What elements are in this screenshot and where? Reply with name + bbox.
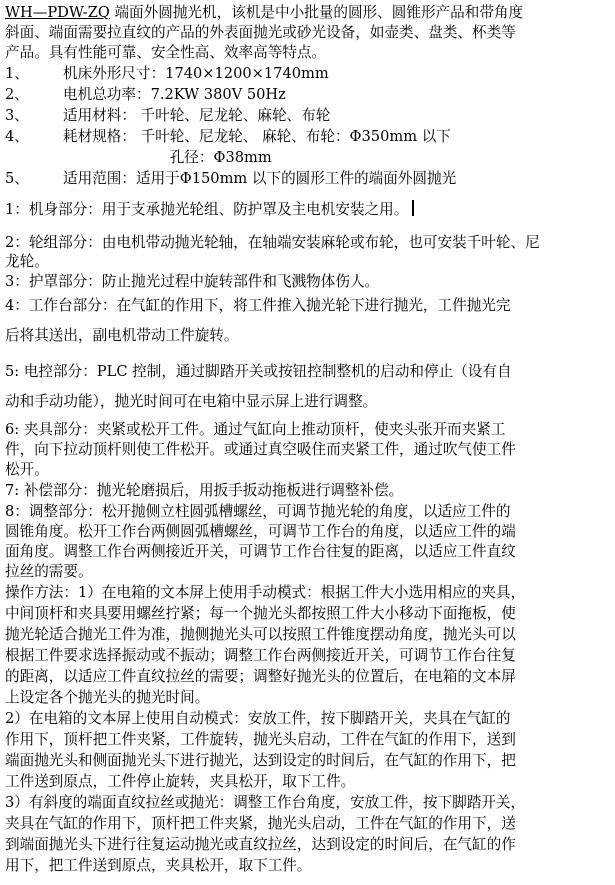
model-code: WH—PDW-ZQ: [5, 4, 110, 21]
spec-text: 适用范围：适用于Φ150mm 以下的圆形工件的端面外圆抛光: [63, 170, 457, 187]
spec-text: 机床外形尺寸：1740×1200×1740mm: [63, 65, 329, 82]
spec-text: 耗材规格： 千叶轮、尼龙轮、 麻轮、布轮：Φ350mm 以下: [63, 128, 451, 145]
detail-line: 用下，把工件送到原点，夹具松开，取下工件。: [5, 857, 312, 874]
detail-line: 面角度。调整工作台两侧接近开关，可调节工作台往复的距离，以适应工件直纹: [5, 543, 516, 560]
spec-text: 孔径：Φ38mm: [63, 149, 272, 166]
spec-item: [5, 64, 329, 84]
intro-line-3: 产品。具有性能可靠、安全性高、效率高等特点。: [5, 44, 327, 61]
spec-number: 3、: [5, 107, 29, 124]
detail-line: 圆锥角度。松开工作台两侧圆弧槽螺丝，可调节工作台的角度，以适应工件的端: [5, 523, 516, 540]
detail-line: 松开。: [5, 461, 49, 478]
spec-number: 2、: [5, 86, 29, 103]
part-line: 5: 电控部分：PLC 控制，通过脚踏开关或按钮控制整机的启动和停止（设有自: [5, 363, 512, 380]
detail-line: 拉丝的需要。: [5, 563, 93, 580]
detail-line: 的距离，以适应工件直纹拉丝的需要；调整好抛光头的位置后，在电箱的文本屏: [5, 668, 516, 685]
detail-line: 7: 补偿部分：抛光轮磨损后，用扳手扳动拖板进行调整补偿。: [5, 482, 404, 499]
part-line: [5, 200, 414, 220]
detail-line: 3）有斜度的端面直纹拉丝或抛光：调整工作台角度，安放工件，按下脚踏开关，: [5, 794, 526, 811]
intro-text-1: 端面外圆抛光机，该机是中小批量的圆形、圆锥形产品和带角度: [109, 4, 524, 21]
detail-line: 件，向下拉动顶杆则使工件松开。或通过真空吸住而夹紧工件，通过吹气使工件: [5, 441, 516, 458]
detail-line: 中间顶杆和夹具要用螺丝拧紧；每一个抛光头都按照工件大小移动下面拖板，使: [5, 605, 516, 622]
detail-line: 夹具在气缸的作用下，顶杆把工件夹紧，抛光头启动，工件在气缸的作用下，送: [5, 815, 516, 832]
part-text: 1：机身部分：用于支承抛光轮组、防护罩及主电机安装之用。: [5, 201, 409, 218]
detail-line: 2）在电箱的文本屏上使用自动模式：安放工件，按下脚踏开关，夹具在气缸的: [5, 710, 511, 727]
part-line: 后将其送出，副电机带动工件旋转。: [5, 327, 239, 344]
detail-line: 作用下，顶杆把工件夹紧，工件旋转，抛光头启动，工件在气缸的作用下，送到: [5, 731, 516, 748]
detail-line: 到端面抛光头下进行往复运动抛光或直纹拉丝，达到设定的时间后，在气缸的作: [5, 836, 516, 853]
part-line: 龙轮。: [5, 253, 49, 270]
detail-line: 6: 夹具部分：夹紧或松开工件。通过气缸向上推动顶杆，使夹头张开而夹紧工: [5, 421, 506, 438]
part-line: 3：护罩部分：防止抛光过程中旋转部件和飞溅物体伤人。: [5, 273, 380, 290]
part-line: 4：工作台部分：在气缸的作用下，将工件推入抛光轮下进行抛光，工件抛光完: [5, 297, 511, 314]
spec-text: 电机总功率：7.2KW 380V 50Hz: [63, 86, 286, 103]
spec-text: 适用材料： 千叶轮、尼龙轮、麻轮、布轮: [63, 107, 331, 124]
spec-item: [5, 169, 456, 189]
detail-line: 根据工件要求选择振动或不振动；调整工作台两侧接近开关，可调节工作台往复: [5, 647, 516, 664]
intro-line-2: 斜面、端面需要拉直纹的产品的外表面抛光或砂光设备，如壶类、盘类、杯类等: [5, 24, 516, 41]
detail-line: 上设定各个抛光头的抛光时间。: [5, 689, 210, 706]
spec-item: [5, 85, 286, 105]
detail-line: 操作方法：1）在电箱的文本屏上使用手动模式：根据工件大小选用相应的夹具，: [5, 584, 526, 601]
spec-number: 5、: [5, 170, 29, 187]
spec-number: 1、: [5, 65, 29, 82]
part-line: 2：轮组部分：由电机带动抛光轮轴，在轴端安装麻轮或布轮，也可安装千叶轮、尼: [5, 234, 540, 251]
detail-line: 抛光轮适合抛光工件为准，抛侧抛光头可以按照工件锥度摆动角度，抛光头可以: [5, 626, 516, 643]
detail-line: 工件送到原点，工件停止旋转，夹具松开，取下工件。: [5, 773, 356, 790]
intro-line-1: [5, 3, 523, 23]
detail-line: 8：调整部分：松开抛侧立柱圆弧槽螺丝，可调节抛光轮的角度，以适应工件的: [5, 503, 511, 520]
spec-item: [5, 127, 451, 147]
detail-line: 端面抛光头和侧面抛光头下进行抛光，达到设定的时间后，在气缸的作用下，把: [5, 752, 516, 769]
spec-item: [5, 148, 272, 168]
spec-item: [5, 106, 330, 126]
text-cursor: [412, 200, 414, 216]
part-line: 动和手动功能），抛光时间可在电箱中显示屏上进行调整。: [5, 393, 378, 410]
spec-number: 4、: [5, 128, 29, 145]
